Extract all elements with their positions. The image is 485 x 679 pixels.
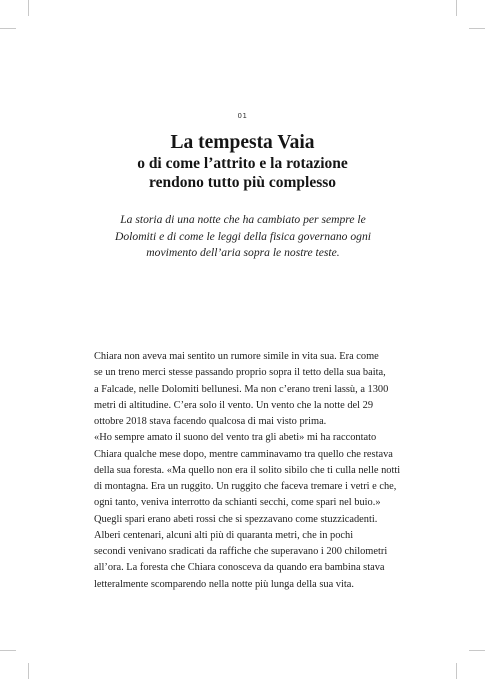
body-line: della sua foresta. «Ma quello non era il solito sibilo che ti culla nelle notti [94,464,401,476]
body-line: se un treno merci stesse passando proprio sopra il tetto della sua baita, [94,367,386,379]
body-line: metri di altitudine. C’era solo il vento. Un vento che la notte del 29 [94,399,374,411]
body-line: Alberi centenari, alcuni alti più di quaranta metri, che in pochi [94,529,354,541]
lede-line: movimento dell’aria sopra le nostre teste. [146,246,340,259]
crop-mark-top-left [0,28,16,29]
chapter-subtitle-line-2: rendono tutto più complesso [148,174,337,191]
crop-mark-top-left-vertical [28,0,29,16]
crop-mark-top-right-vertical [456,0,457,16]
body-line: letteralmente scomparendo nella notte più lunga della sua vita. [94,578,354,590]
body-line: secondi venivano sradicati da raffiche che superavano i 200 chilometri [94,546,388,557]
crop-mark-bottom-left-vertical [28,663,29,679]
chapter-heading [60,132,425,192]
chapter-lede [98,212,388,262]
body-line: ottobre 2018 stava facendo qualcosa di mai visto prima. [94,416,327,427]
body-line: «Ho sempre amato il suono del vento tra gli abeti» mi ha raccontato [94,432,377,444]
body-line: Quegli spari erano abeti rossi che si spezzavano come stuzzicadenti. [94,513,378,525]
body-line: Chiara qualche mese dopo, mentre camminavamo tra quello che restava [94,448,393,460]
body-line: ogni tanto, veniva interrotto da schianti secchi, come spari nel buio.» [94,497,381,509]
crop-mark-bottom-right [469,650,485,651]
body-line: Chiara non aveva mai sentito un rumore simile in vita sua. Era come [94,351,379,362]
chapter-subtitle-line-1: o di come l’attrito e la rotazione [137,155,348,172]
chapter-title: La tempesta Vaia [170,132,315,153]
crop-mark-bottom-left [0,650,16,651]
body-text [94,349,414,593]
chapter-number: 01 [237,112,248,120]
crop-mark-top-right [469,28,485,29]
lede-line: Dolomiti e di come le leggi della fisica governano ogni [115,229,371,243]
body-line: a Falcade, nelle Dolomiti bellunesi. Ma non c’erano treni lassù, a 1300 [94,383,389,395]
lede-line: La storia di una notte che ha cambiato per sempre le [120,213,366,226]
body-line: di montagna. Era un ruggito. Un ruggito che faceva tremare i vetri e che, [94,481,397,492]
body-line: all’ora. La foresta che Chiara conosceva da quando era bambina stava [94,562,385,574]
crop-mark-bottom-right-vertical [456,663,457,679]
